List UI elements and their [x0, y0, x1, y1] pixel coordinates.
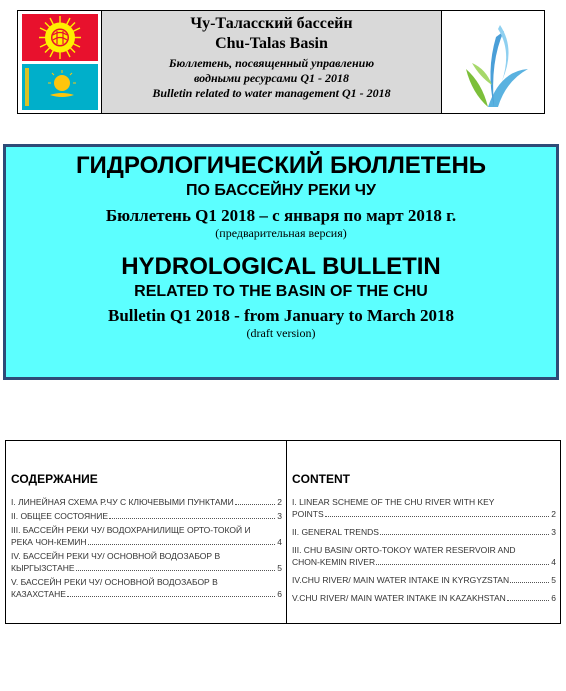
header-subtitle-ru-2: водными ресурсами Q1 - 2018	[193, 71, 350, 85]
toc-entry-text-cont: КЫРГЫЗСТАНЕ	[11, 563, 75, 573]
toc-entry-page: 5	[277, 563, 282, 573]
toc-entry[interactable]	[11, 550, 282, 574]
toc-column-en	[287, 441, 560, 623]
title-en-sub: RELATED TO THE BASIN OF THE CHU	[134, 283, 428, 300]
header-title-en: Chu-Talas Basin	[215, 35, 328, 52]
kyrgyzstan-flag-icon	[22, 14, 98, 61]
toc-entry[interactable]	[292, 496, 556, 520]
toc-entry-page: 6	[277, 589, 282, 599]
toc-entry[interactable]	[292, 592, 556, 604]
header-title-ru: Чу-Таласский бассейн	[190, 15, 353, 32]
toc-entry-text: I. ЛИНЕЙНАЯ СХЕМА Р.ЧУ С КЛЮЧЕВЫМИ ПУНКТАМИ	[11, 497, 234, 507]
toc-entry[interactable]	[292, 526, 556, 538]
toc-entry-text-cont: POINTS	[292, 509, 324, 519]
toc-heading-ru: СОДЕРЖАНИЕ	[11, 472, 98, 486]
toc-entry-page: 5	[551, 575, 556, 585]
title-en-period: Bulletin Q1 2018 - from January to March 2018	[108, 306, 454, 325]
title-en-version: (draft version)	[246, 326, 316, 340]
toc-entry[interactable]	[11, 510, 282, 522]
header-subtitle-ru-1: Бюллетень, посвященный управлению	[168, 56, 375, 70]
toc-entry[interactable]	[11, 576, 282, 600]
header-subtitle-en: Bulletin related to water management Q1 - 2018	[152, 86, 391, 100]
chu-talas-basin-logo-icon	[442, 11, 544, 113]
bulletin-header	[17, 10, 545, 114]
toc-entry-text: I. LINEAR SCHEME OF THE CHU RIVER WITH KEY	[292, 497, 495, 507]
toc-entry-text: II. ОБЩЕЕ СОСТОЯНИЕ	[11, 511, 109, 521]
toc-entry-text: IV.CHU RIVER/ MAIN WATER INTAKE IN KYRGYZSTAN	[292, 575, 510, 585]
flags-cell	[18, 11, 102, 113]
toc-entry-text: II. GENERAL TRENDS	[292, 527, 379, 537]
table-of-contents	[5, 440, 561, 624]
toc-entry-page: 4	[551, 557, 556, 567]
title-ru-version: (предварительная версия)	[215, 226, 347, 240]
toc-column-ru	[6, 441, 287, 623]
toc-entry[interactable]	[292, 544, 556, 568]
toc-entry-text: V. БАССЕЙН РЕКИ ЧУ/ ОСНОВНОЙ ВОДОЗАБОР В	[11, 577, 218, 587]
kazakhstan-flag-icon	[22, 64, 98, 110]
toc-entry-page: 3	[277, 511, 282, 521]
toc-entry[interactable]	[11, 524, 282, 548]
toc-entry-text: III. БАССЕЙН РЕКИ ЧУ/ ВОДОХРАНИЛИЩЕ ОРТО-ТОКОЙ И	[11, 525, 251, 535]
toc-entry-page: 4	[277, 537, 282, 547]
title-ru-main: ГИДРОЛОГИЧЕСКИЙ БЮЛЛЕТЕНЬ	[75, 152, 487, 179]
toc-entry[interactable]	[292, 574, 556, 586]
toc-entry-text-cont: CHON-KEMIN RIVER	[292, 557, 376, 567]
title-en-main: HYDROLOGICAL BULLETIN	[121, 253, 441, 280]
toc-entry-text: III. CHU BASIN/ ORTO-TOKOY WATER RESERVOIR AND	[292, 545, 516, 555]
toc-entry-text: IV. БАССЕЙН РЕКИ ЧУ/ ОСНОВНОЙ ВОДОЗАБОР В	[11, 551, 221, 561]
toc-entry-text-cont: КАЗАХСТАНЕ	[11, 589, 66, 599]
bulletin-title-box	[3, 144, 559, 380]
toc-entry-page: 2	[277, 497, 282, 507]
title-ru-period: Бюллетень Q1 2018 – с января по март 2018 г.	[105, 206, 457, 225]
toc-entry-page: 3	[551, 527, 556, 537]
title-ru-sub: ПО БАССЕЙНУ РЕКИ ЧУ	[186, 182, 376, 199]
toc-entry-text: V.CHU RIVER/ MAIN WATER INTAKE IN KAZAKHSTAN	[292, 593, 506, 603]
toc-entry-page: 2	[551, 509, 556, 519]
toc-entry-page: 6	[551, 593, 556, 603]
toc-heading-en: CONTENT	[292, 472, 350, 486]
toc-entry[interactable]	[11, 496, 282, 508]
header-title-cell	[102, 11, 442, 113]
toc-entry-text-cont: РЕКА ЧОН-КЕМИН	[11, 537, 87, 547]
